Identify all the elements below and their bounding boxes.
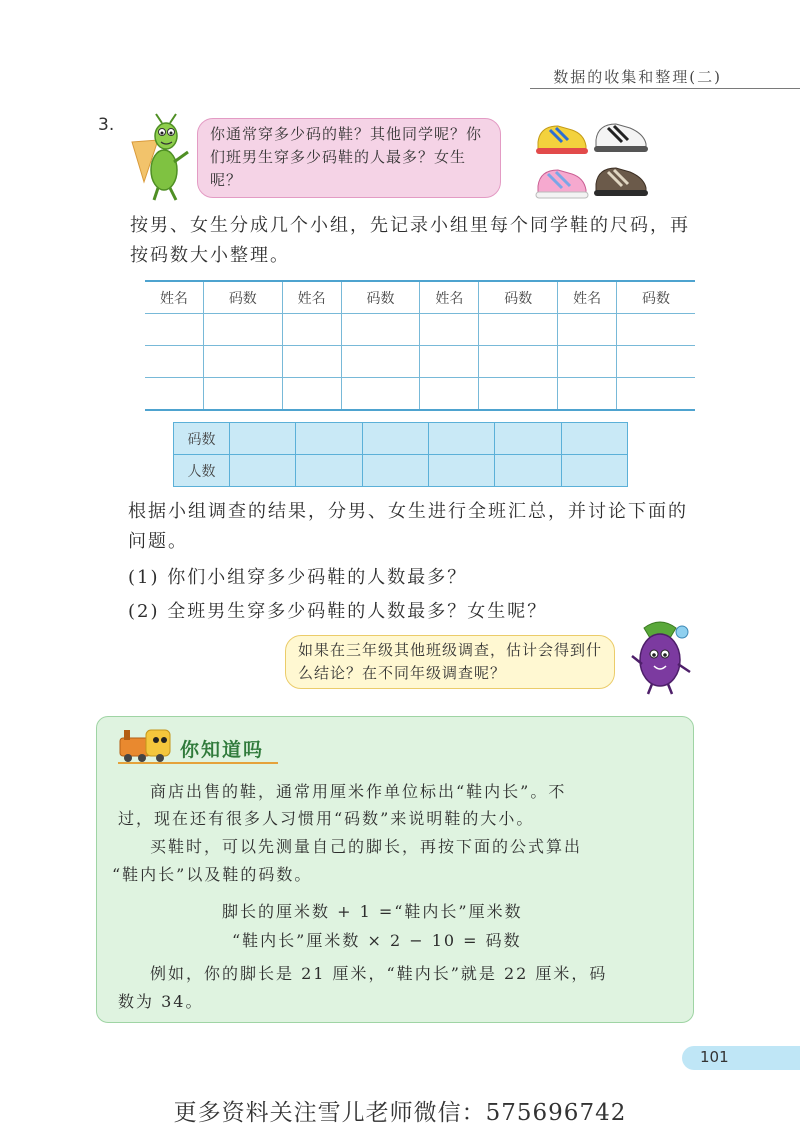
table-cell[interactable] — [203, 346, 282, 378]
table-row — [145, 346, 695, 378]
table-cell[interactable] — [495, 423, 561, 455]
sneaker-pink-icon — [536, 170, 588, 198]
problem-number: 3. — [98, 115, 115, 135]
table-cell[interactable] — [341, 314, 420, 346]
eggplant-mascot-icon — [630, 616, 696, 696]
table-row — [145, 314, 695, 346]
table-cell[interactable] — [558, 314, 617, 346]
table-cell[interactable] — [230, 455, 296, 487]
speech-bubble-question: 你通常穿多少码的鞋？其他同学呢？你们班男生穿多少码鞋的人最多？女生呢？ — [197, 118, 501, 198]
column-header-size: 码数 — [203, 281, 282, 314]
row-label-count: 人数 — [174, 455, 230, 487]
table-cell[interactable] — [362, 423, 428, 455]
did-you-know-line: 例如，你的脚长是 21 厘米，“鞋内长”就是 22 厘米，码 — [150, 964, 608, 983]
table-cell[interactable] — [420, 314, 479, 346]
column-header-size: 码数 — [617, 281, 695, 314]
did-you-know-title: 你知道吗 — [180, 739, 265, 761]
row-label-size: 码数 — [174, 423, 230, 455]
column-header-name: 姓名 — [558, 281, 617, 314]
footer-note: 更多资料关注雪儿老师微信：575696742 — [173, 1100, 627, 1126]
column-header-size: 码数 — [479, 281, 558, 314]
table-cell[interactable] — [230, 423, 296, 455]
shoe-size-record-table — [145, 280, 695, 411]
instruction-text: 按男、女生分成几个小组，先记录小组里每个同学鞋的尺码，再按码数大小整理。 — [130, 215, 690, 266]
table-cell[interactable] — [362, 455, 428, 487]
table-cell[interactable] — [203, 314, 282, 346]
question-2-text: (2) 全班男生穿多少码鞋的人数最多？女生呢？ — [128, 601, 548, 622]
table-cell[interactable] — [617, 378, 695, 411]
size-count-table — [173, 422, 628, 487]
table-cell[interactable] — [558, 346, 617, 378]
header-rule — [530, 88, 800, 89]
did-you-know-line: 商店出售的鞋，通常用厘米作单位标出“鞋内长”。不 — [150, 782, 567, 801]
section-title: 数据的收集和整理(二) — [553, 68, 722, 86]
did-you-know-line: “鞋内长”以及鞋的码数。 — [112, 865, 313, 884]
table-cell[interactable] — [145, 314, 203, 346]
table-cell[interactable] — [617, 346, 695, 378]
table-row — [174, 455, 628, 487]
sneaker-white-icon — [594, 124, 648, 152]
formula-line: 脚长的厘米数 + 1 =“鞋内长”厘米数 — [222, 902, 523, 921]
table-header-row — [145, 281, 695, 314]
table-cell[interactable] — [296, 455, 362, 487]
column-header-name: 姓名 — [420, 281, 479, 314]
question-1-text: (1) 你们小组穿多少码鞋的人数最多？ — [128, 567, 468, 588]
table-cell[interactable] — [282, 346, 341, 378]
table-cell[interactable] — [495, 455, 561, 487]
table-cell[interactable] — [561, 423, 627, 455]
train-icon — [116, 724, 180, 764]
sneaker-yellow-icon — [536, 126, 588, 154]
table-cell[interactable] — [420, 346, 479, 378]
speech-bubble-hint: 如果在三年级其他班级调查，估计会得到什么结论？在不同年级调查呢？ — [285, 635, 615, 689]
table-cell[interactable] — [296, 423, 362, 455]
table-cell[interactable] — [479, 346, 558, 378]
summary-intro-text: 根据小组调查的结果，分男、女生进行全班汇总，并讨论下面的问题。 — [128, 501, 688, 552]
table-cell[interactable] — [428, 455, 494, 487]
shoes-illustration-icon — [532, 112, 652, 204]
table-cell[interactable] — [145, 346, 203, 378]
table-cell[interactable] — [282, 378, 341, 411]
table-cell[interactable] — [561, 455, 627, 487]
column-header-name: 姓名 — [145, 281, 203, 314]
table-cell[interactable] — [145, 378, 203, 411]
sneaker-brown-icon — [594, 168, 648, 196]
title-underline — [118, 762, 278, 764]
table-cell[interactable] — [558, 378, 617, 411]
table-cell[interactable] — [341, 346, 420, 378]
did-you-know-line: 买鞋时，可以先测量自己的脚长，再按下面的公式算出 — [150, 837, 583, 856]
column-header-name: 姓名 — [282, 281, 341, 314]
table-cell[interactable] — [479, 314, 558, 346]
did-you-know-line: 数为 34。 — [118, 992, 204, 1011]
table-cell[interactable] — [617, 314, 695, 346]
table-cell[interactable] — [341, 378, 420, 411]
formula-line: “鞋内长”厘米数 × 2 − 10 = 码数 — [232, 931, 522, 950]
table-cell[interactable] — [420, 378, 479, 411]
did-you-know-line: 过，现在还有很多人习惯用“码数”来说明鞋的大小。 — [118, 809, 535, 828]
table-cell[interactable] — [203, 378, 282, 411]
table-cell[interactable] — [479, 378, 558, 411]
table-cell[interactable] — [282, 314, 341, 346]
column-header-size: 码数 — [341, 281, 420, 314]
table-row — [145, 378, 695, 411]
page-number: 101 — [700, 1048, 729, 1066]
table-cell[interactable] — [428, 423, 494, 455]
grasshopper-mascot-icon — [128, 112, 198, 202]
table-row — [174, 423, 628, 455]
